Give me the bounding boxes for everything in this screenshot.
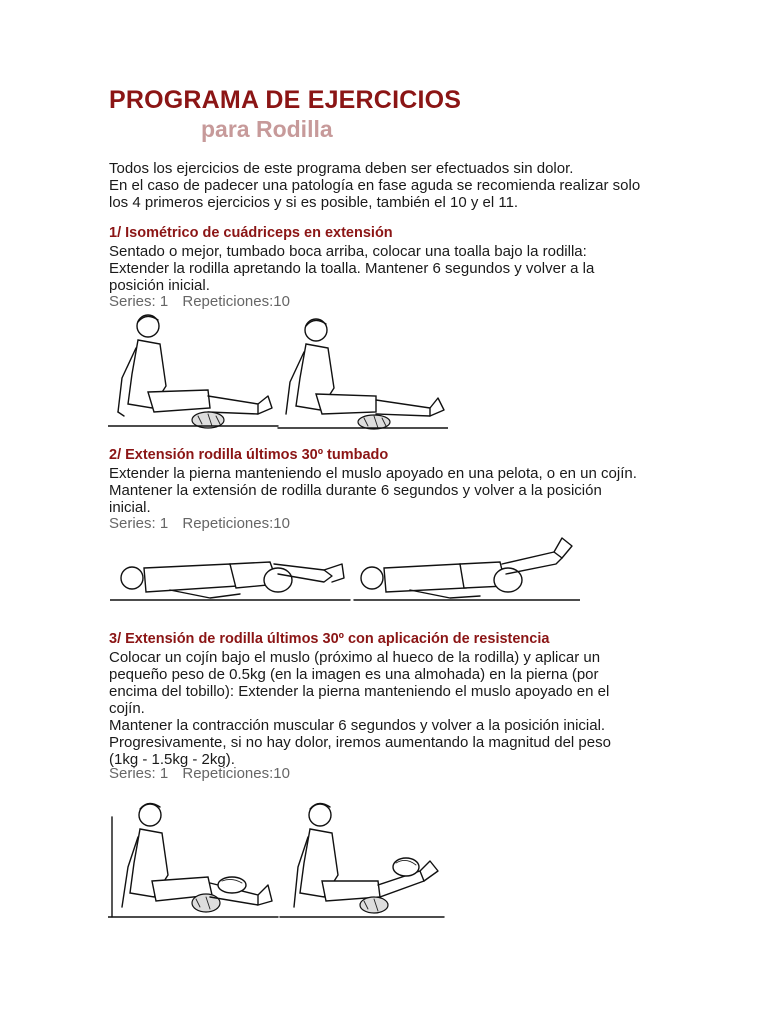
exercise-2-heading: 2/ Extensión rodilla últimos 30º tumbado <box>109 447 389 463</box>
exercise-line: posición inicial. <box>109 277 210 294</box>
exercise-1-text <box>109 243 709 294</box>
exercise-line: Mantener la contracción muscular 6 segundos y volver a la posición inicial. <box>109 717 606 734</box>
seated-figure-with-weight-2 <box>280 803 444 917</box>
repetitions-count: Repeticiones:10 <box>182 293 290 310</box>
series-count: Series: 1 <box>109 293 169 310</box>
exercise-line: pequeño peso de 0.5kg (en la imagen es una almohada) en la pierna (por <box>109 666 599 683</box>
exercise-line: Extender la rodilla apretando la toalla. Mantener 6 segundos y volver a la <box>109 260 595 277</box>
lying-figure-1 <box>110 562 350 600</box>
exercise-1-illustration <box>108 308 448 438</box>
series-count: Series: 1 <box>109 515 169 532</box>
intro-line: los 4 primeros ejercicios y si es posible, también el 10 y el 11. <box>109 194 519 211</box>
seated-figure-with-weight-1 <box>108 803 278 917</box>
series-count: Series: 1 <box>109 765 169 782</box>
exercise-1-heading: 1/ Isométrico de cuádriceps en extensión <box>109 225 393 241</box>
intro-line: En el caso de padecer una patología en fase aguda se recomienda realizar solo <box>109 177 641 194</box>
exercise-2-illustration <box>110 534 580 620</box>
repetitions-count: Repeticiones:10 <box>182 515 290 532</box>
intro-line: Todos los ejercicios de este programa deben ser efectuados sin dolor. <box>109 160 574 177</box>
exercise-line: Extender la pierna manteniendo el muslo apoyado en una pelota, o en un cojín. <box>109 465 637 482</box>
intro-text <box>109 160 709 211</box>
page-title: PROGRAMA DE EJERCICIOS <box>109 86 462 114</box>
exercise-line: inicial. <box>109 499 151 516</box>
page-subtitle: para Rodilla <box>201 116 333 142</box>
exercise-line: Progresivamente, si no hay dolor, iremos aumentando la magnitud del peso <box>109 734 611 751</box>
exercise-3-series <box>109 765 290 782</box>
exercise-line: (1kg - 1.5kg - 2kg). <box>109 751 235 768</box>
exercise-line: encima del tobillo): Extender la pierna manteniendo el muslo apoyado en el <box>109 683 610 700</box>
lying-figure-2 <box>354 538 580 600</box>
exercise-3-text <box>109 649 709 768</box>
seated-figure-2 <box>278 319 448 429</box>
repetitions-count: Repeticiones:10 <box>182 765 290 782</box>
exercise-line: Colocar un cojín bajo el muslo (próximo al hueco de la rodilla) y aplicar un <box>109 649 601 666</box>
exercise-line: Sentado o mejor, tumbado boca arriba, colocar una toalla bajo la rodilla: <box>109 243 587 260</box>
exercise-line: cojín. <box>109 700 145 717</box>
seated-figure-1 <box>108 315 278 428</box>
exercise-3-illustration <box>108 797 448 922</box>
exercise-2-series <box>109 515 290 532</box>
exercise-3-heading: 3/ Extensión de rodilla últimos 30º con aplicación de resistencia <box>109 631 550 647</box>
exercise-line: Mantener la extensión de rodilla durante 6 segundos y volver a la posición <box>109 482 602 499</box>
exercise-2-text <box>109 465 709 516</box>
